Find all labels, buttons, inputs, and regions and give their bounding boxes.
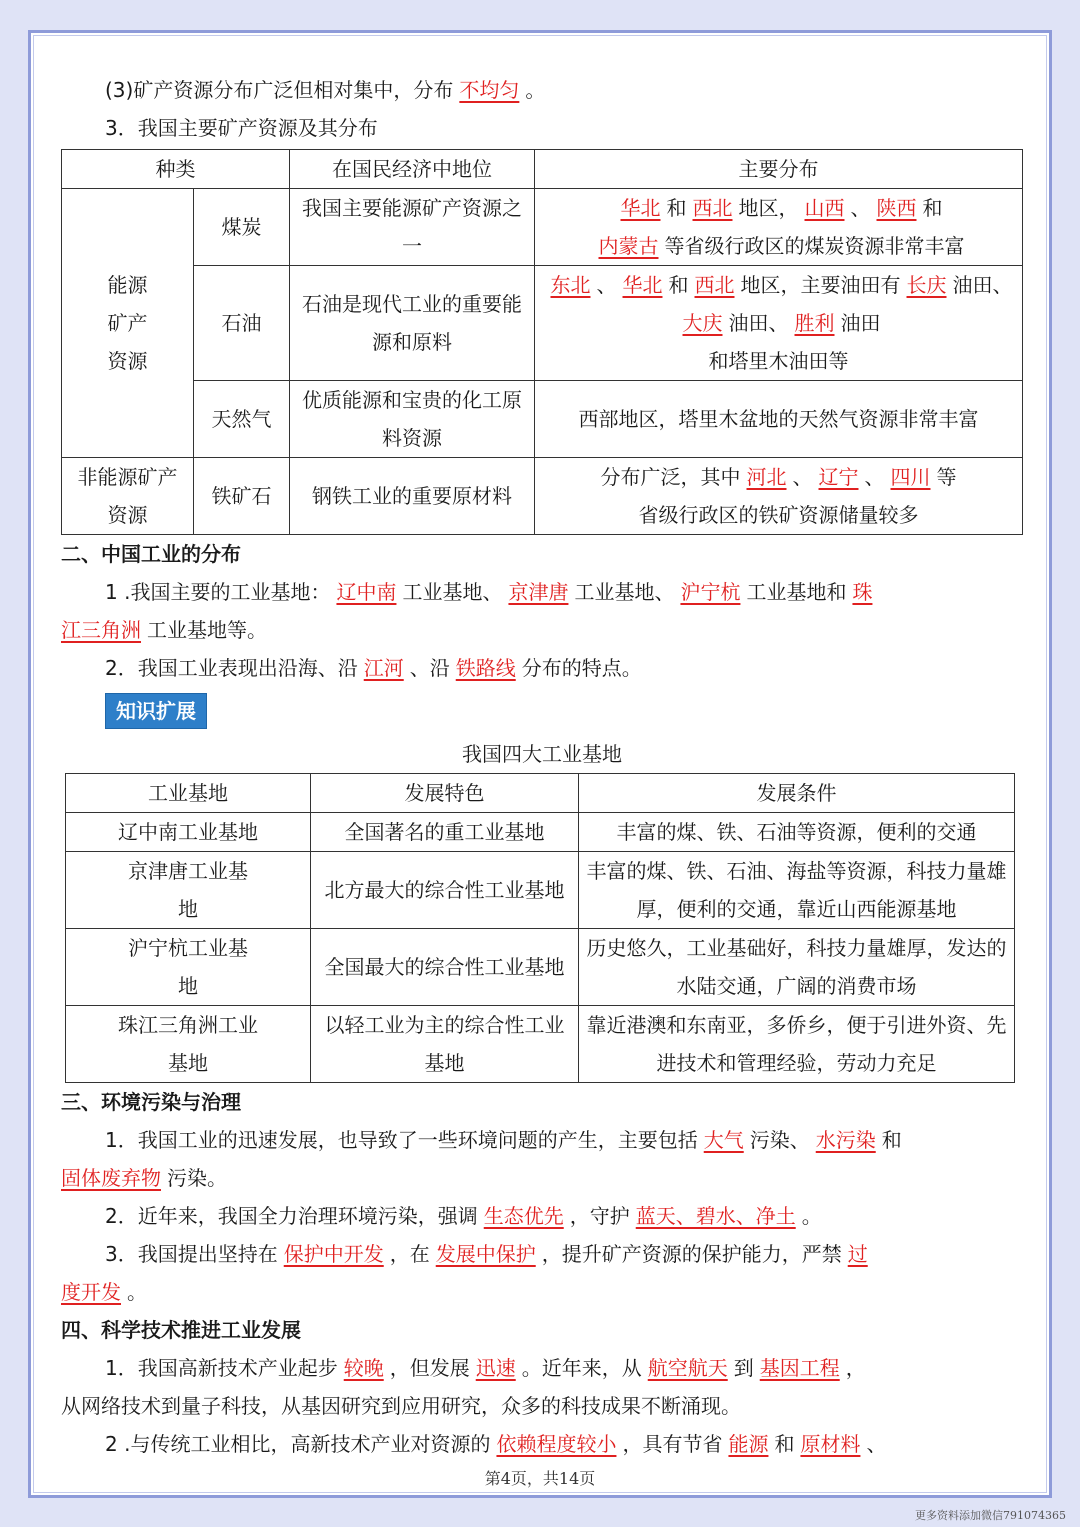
answer: 华北 <box>622 273 663 297</box>
protection-line-cont <box>61 1273 1023 1311</box>
line-text: 。 <box>801 1204 822 1228</box>
industry-distribution-line <box>61 649 1023 687</box>
table-row <box>62 266 1023 381</box>
mineral-distribution <box>535 266 1023 381</box>
answer: 保护中开发 <box>283 1242 384 1266</box>
mineral-distribution-line <box>61 71 1023 109</box>
mineral-distribution: 西部地区，塔里木盆地的天然气资源非常丰富 <box>535 381 1023 458</box>
line-text: 。 <box>127 1280 147 1304</box>
line-text: 省级行政区的铁矿资源储量较多 <box>638 503 919 527</box>
line-text: 污染、 <box>749 1128 810 1152</box>
answer: 固体废弃物 <box>61 1166 161 1190</box>
table-header: 发展条件 <box>579 774 1015 813</box>
line-text: 和 <box>922 196 943 220</box>
line-text: 2 .与传统工业相比，高新技术产业对资源的 <box>105 1432 491 1456</box>
mineral-name: 石油 <box>194 266 290 381</box>
line-text: ，提升矿产资源的保护能力，严禁 <box>541 1242 842 1266</box>
answer: 蓝天、碧水、净土 <box>635 1204 796 1228</box>
line-text: 2．近年来，我国全力治理环境污染，强调 <box>105 1204 478 1228</box>
answer: 西北 <box>694 273 735 297</box>
line-text: 到 <box>733 1356 754 1380</box>
answer: 航空航天 <box>647 1356 728 1380</box>
page-content <box>61 71 1023 1463</box>
line-text: 和 <box>666 196 687 220</box>
table-row <box>66 929 1015 1006</box>
answer: 江河 <box>363 656 404 680</box>
line-text: 工业基地、 <box>574 580 675 604</box>
line-text: 、 <box>850 196 871 220</box>
mineral-role: 优质能源和宝贵的化工原料资源 <box>290 381 535 458</box>
mineral-distribution <box>535 458 1023 535</box>
protection-line <box>61 1235 1023 1273</box>
base-feature: 以轻工业为主的综合性工业基地 <box>311 1006 579 1083</box>
answer: 大庆 <box>682 311 723 335</box>
answer: 沪宁杭 <box>680 580 741 604</box>
pollution-line-cont <box>61 1159 1023 1197</box>
mineral-name: 天然气 <box>194 381 290 458</box>
line-text: 2．我国工业表现出沿海、沿 <box>105 656 358 680</box>
base-feature: 全国最大的综合性工业基地 <box>311 929 579 1006</box>
mineral-name: 铁矿石 <box>194 458 290 535</box>
table-header: 工业基地 <box>66 774 311 813</box>
answer: 珠 <box>852 580 873 604</box>
line-text: 和 <box>668 273 689 297</box>
mineral-role: 钢铁工业的重要原材料 <box>290 458 535 535</box>
line-text: 油田、 <box>728 311 789 335</box>
base-condition: 丰富的煤、铁、石油等资源，便利的交通 <box>579 813 1015 852</box>
watermark: 更多资料添加微信791074365 <box>915 1509 1066 1522</box>
answer: 胜利 <box>794 311 835 335</box>
mineral-role: 我国主要能源矿产资源之一 <box>290 189 535 266</box>
answer: 华北 <box>620 196 661 220</box>
line-text: 3．我国提出坚持在 <box>105 1242 278 1266</box>
table-row <box>66 1006 1015 1083</box>
line-text: 。近年来，从 <box>521 1356 642 1380</box>
answer: 不均匀 <box>459 78 520 102</box>
base-condition: 靠近港澳和东南亚，多侨乡，便于引进外资、先进技术和管理经验，劳动力充足 <box>579 1006 1015 1083</box>
answer: 东北 <box>550 273 591 297</box>
line-text: 等省级行政区的煤炭资源非常丰富 <box>664 234 965 258</box>
line-text: 、 <box>864 465 885 489</box>
table-header: 种类 <box>62 150 290 189</box>
line-text: (3)矿产资源分布广泛但相对集中，分布 <box>105 78 454 102</box>
answer: 山西 <box>804 196 845 220</box>
mineral-role: 石油是现代工业的重要能源和原料 <box>290 266 535 381</box>
line-text: 地区，主要油田有 <box>740 273 901 297</box>
section-heading: 四、科学技术推进工业发展 <box>61 1318 301 1342</box>
mineral-name: 煤炭 <box>194 189 290 266</box>
base-feature: 北方最大的综合性工业基地 <box>311 852 579 929</box>
line-text: 工业基地、 <box>402 580 503 604</box>
answer: 过 <box>847 1242 868 1266</box>
answer: 度开发 <box>61 1280 121 1304</box>
line-text: 地区， <box>738 196 799 220</box>
line-text: 、沿 <box>409 656 450 680</box>
base-name: 辽中南工业基地 <box>66 813 311 852</box>
industrial-bases-line <box>61 573 1023 611</box>
line-text: 工业基地和 <box>746 580 847 604</box>
table-caption: 我国四大工业基地 <box>462 742 622 766</box>
table-row <box>66 813 1015 852</box>
answer: 大气 <box>703 1128 744 1152</box>
section-heading: 二、中国工业的分布 <box>61 542 241 566</box>
answer: 生态优先 <box>483 1204 564 1228</box>
governance-line <box>61 1197 1023 1235</box>
line-text: 、 <box>596 273 617 297</box>
line-text: 、 <box>866 1432 887 1456</box>
answer: 西北 <box>692 196 733 220</box>
line-text: 油田、 <box>952 273 1013 297</box>
answer: 辽宁 <box>818 465 859 489</box>
answer: 陕西 <box>876 196 917 220</box>
base-feature: 全国著名的重工业基地 <box>311 813 579 852</box>
answer: 江三角洲 <box>61 618 141 642</box>
line-text: 油田 <box>840 311 881 335</box>
nonenergy-group-cell: 非能源矿产资源 <box>62 458 194 535</box>
base-condition: 历史悠久，工业基础好，科技力量雄厚，发达的水陆交通，广阔的消费市场 <box>579 929 1015 1006</box>
answer: 京津唐 <box>508 580 569 604</box>
answer: 铁路线 <box>455 656 516 680</box>
page-footer: 第4页，共14页 <box>484 1469 596 1488</box>
line-text: 。 <box>525 78 546 102</box>
answer: 原材料 <box>800 1432 861 1456</box>
table-header: 发展特色 <box>311 774 579 813</box>
table-row <box>62 458 1023 535</box>
line-text: 1．我国工业的迅速发展，也导致了一些环境问题的产生，主要包括 <box>105 1128 698 1152</box>
hitech-line <box>61 1349 1023 1387</box>
line-text: 和塔里木油田等 <box>708 349 849 373</box>
line-text: 1．我国高新技术产业起步 <box>105 1356 338 1380</box>
table-row <box>62 381 1023 458</box>
mineral-table <box>61 149 1023 535</box>
answer: 水污染 <box>815 1128 876 1152</box>
knowledge-extension-badge: 知识扩展 <box>105 693 207 729</box>
energy-group-cell: 能源矿产资源 <box>62 189 194 458</box>
mineral-distribution <box>535 189 1023 266</box>
base-condition: 丰富的煤、铁、石油、海盐等资源，科技力量雄厚，便利的交通，靠近山西能源基地 <box>579 852 1015 929</box>
line-text: ，守护 <box>569 1204 630 1228</box>
line-text: 和 <box>774 1432 795 1456</box>
line-text: 分布的特点。 <box>521 656 642 680</box>
answer: 基因工程 <box>759 1356 840 1380</box>
line-text: 污染。 <box>167 1166 227 1190</box>
table-row <box>66 852 1015 929</box>
line-text: 工业基地等。 <box>147 618 267 642</box>
answer: 内蒙古 <box>598 234 659 258</box>
base-name: 珠江三角洲工业基地 <box>66 1006 311 1083</box>
answer: 依赖程度较小 <box>496 1432 617 1456</box>
line-text: ，在 <box>389 1242 430 1266</box>
table-header: 在国民经济中地位 <box>290 150 535 189</box>
resource-dependency-line <box>61 1425 1023 1463</box>
line-text: 1 .我国主要的工业基地： <box>105 580 331 604</box>
pollution-line <box>61 1121 1023 1159</box>
answer: 迅速 <box>475 1356 516 1380</box>
answer: 辽中南 <box>336 580 397 604</box>
hitech-line-cont: 从网络技术到量子科技，从基因研究到应用研究，众多的科技成果不断涌现。 <box>61 1394 741 1418</box>
industrial-bases-table <box>65 773 1015 1083</box>
answer: 四川 <box>890 465 931 489</box>
table-header: 主要分布 <box>535 150 1023 189</box>
line-text: ，但发展 <box>389 1356 470 1380</box>
line-text: 、 <box>792 465 813 489</box>
page-frame <box>28 30 1052 1498</box>
base-name: 京津唐工业基地 <box>66 852 311 929</box>
line-text: 等 <box>936 465 957 489</box>
base-name: 沪宁杭工业基地 <box>66 929 311 1006</box>
answer: 长庆 <box>906 273 947 297</box>
line-text: 和 <box>881 1128 902 1152</box>
section-heading: 三、环境污染与治理 <box>61 1090 241 1114</box>
line-text: ，具有节省 <box>622 1432 723 1456</box>
answer: 河北 <box>746 465 787 489</box>
industrial-bases-line-cont <box>61 611 1023 649</box>
answer: 发展中保护 <box>435 1242 536 1266</box>
answer: 能源 <box>728 1432 769 1456</box>
line-text: 分布广泛，其中 <box>600 465 741 489</box>
line-text: ， <box>845 1356 866 1380</box>
answer: 较晚 <box>343 1356 384 1380</box>
section-subtitle: 3．我国主要矿产资源及其分布 <box>105 116 378 140</box>
table-row <box>62 189 1023 266</box>
